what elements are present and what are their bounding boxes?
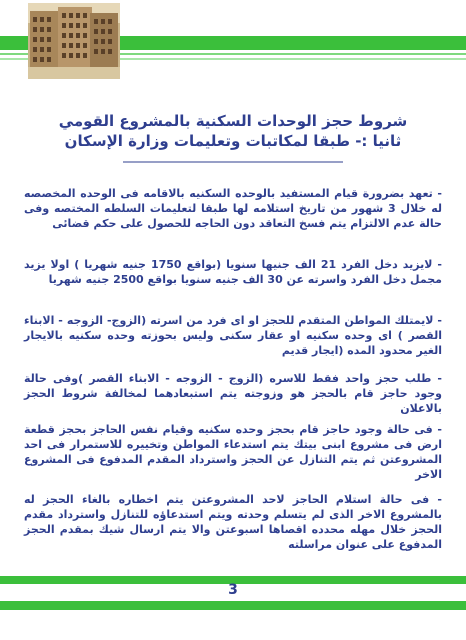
condition-item: - لايزيد دخل الفرد 21 الف جنيها سنويا (بواقع 1750 جنيه شهريا ) اولا يزيد مجمل دخل الفرد واسرته عن 30 الف جنيه سنويا بواقع 2500 جنيه شهريا bbox=[24, 258, 442, 286]
footer-green-bar-bottom bbox=[0, 601, 466, 610]
residential-building-photo bbox=[28, 3, 120, 79]
page-number: 3 bbox=[228, 582, 238, 598]
condition-item: - فى حالة وجود حاجز قام بحجز وحده سكنيه وقيام نفس الحاجز بحجز قطعة ارض فى مشروع ابنى بيتك يتم استدعاء المواطن وتخييره للاستمرار فى احد المشروعتن ثم يتم التنازل عن الحجز واسترداد المقدم المدفوع فى المشروع الاخر bbox=[24, 423, 442, 481]
condition-item: - طلب حجز واحد فقط للاسره (الزوج - الزوجه - الابناء القصر )وفى حالة وجود حاجز قام بالحجز هو وزوجته يتم استبعادهما لمخالفة شروط الحجز بالاعلان bbox=[24, 372, 442, 415]
page-subtitle: ثانيا :- طبقا لمكاتبات وتعليمات وزارة الإسكان bbox=[64, 132, 402, 150]
condition-item: - تعهد بضرورة قيام المستفيد بالوحده السكنيه بالاقامه فى الوحده المخصصه له خلال 3 شهور من تاريخ استلامه لها طبقا لتعليمات السلطه المختصه وفى حالة عدم الالتزام يتم فسخ التعاقد دون الحاجه للحصول على حكم قضائى bbox=[24, 187, 442, 230]
title-underline: ________________________________________ bbox=[123, 150, 343, 163]
page-title: شروط حجز الوحدات السكنية بالمشروع القومي bbox=[58, 112, 408, 130]
condition-item: - لايمتلك المواطن المتقدم للحجز او اى فرد من اسرته (الزوج- الزوجه - الابناء القصر ) اى وحده سكنيه او عقار سكنى وليس بحوزته وحده سكنيه بالايجار الغير محدود المده (ايجار قديم bbox=[24, 314, 442, 357]
condition-item: - فى حالة استلام الحاجز لاحد المشروعتن يتم اخطاره بالغاء الحجز له بالمشروع الاخر الذى لم يتسلم وحدته ويتم استدعاؤه للتنازل واسترداد مقدم الحجز خلال مهله محدده اقصاها اسبوعتن والا يتم ارسال شيك بمقدم الحجز المدفوع على عنوان مراسلته bbox=[24, 493, 442, 551]
